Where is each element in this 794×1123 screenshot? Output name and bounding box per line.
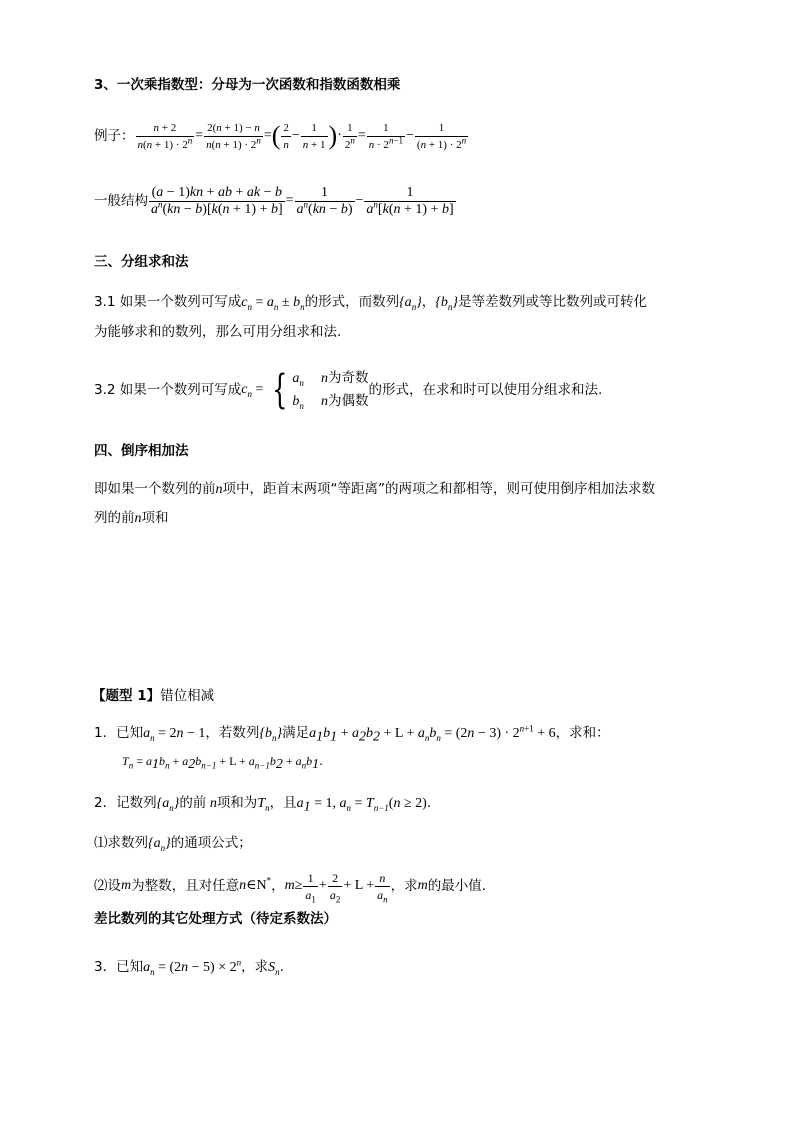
text: 项和 — [141, 510, 169, 526]
heading-bracket: 【题型 1】 — [92, 688, 161, 704]
text: 3.2 如果一个数列可写成 — [94, 382, 242, 398]
text: . — [319, 754, 323, 768]
text: 即如果一个数列的前 — [94, 481, 216, 497]
text: . — [426, 795, 432, 811]
heading-title: 错位相减 — [160, 688, 215, 704]
text: 的最小值. — [427, 878, 487, 894]
text: 列的前 — [94, 510, 135, 526]
text: 的形式，在求和时可以使用分组求和法. — [368, 382, 603, 398]
text: 的前 — [179, 795, 207, 811]
text: 项和为 — [216, 795, 258, 811]
case-odd: 为奇数 — [328, 370, 369, 386]
question-1: 1．已知$a_n = 2n - 1$，若数列$\{b_n\}$满足$a_1b_1 + a_2b_2 + L + a_nb_n = (2n - 3) \cdot 2^{n+1} + 6$，求和： — [94, 723, 610, 745]
section-heading: 四、倒序相加法 — [94, 443, 189, 459]
section-heading: 三、分组求和法 — [94, 254, 189, 270]
example-formula: 例子： $\frac{n + 2}{n(n + 1) \cdot 2^n}$ = $\frac{2(n + 1) - n}{n(n + 1) \cdot 2^n}$ = ( $\frac{2}{n}$ − $\frac{1}{n + 1}$ ) · $\frac{1}{2^n}$ = $\frac{1}{n \cdot 2^{n-1}}$ − $\frac{1}{(n + 1) \cdot 2^n}$ — [94, 121, 467, 151]
case-even: 为偶数 — [328, 393, 369, 409]
question-2-part-2: ⑵设 m 为整数，且对任意 n ∈N* ， m ≥ $\frac{1}{a_1}$ + $\frac{2}{a_2}$ + L + $\frac{n}{a_n}$ ，求 m 的最小值. — [94, 870, 487, 904]
text: 的通项公式； — [170, 835, 252, 851]
text: 为整数，且对任意 — [131, 878, 240, 894]
question-3: 3．已知$a_n = (2n - 5) \times 2^n$，求$S_n$. — [94, 957, 284, 977]
section-heading: 3、一次乘指数型：分母为一次函数和指数函数相乘 — [94, 77, 401, 93]
question-number: 2． — [94, 795, 117, 811]
question-1-sum: $T_n = a_1b_n + a_2b_{n-1} + L + a_{n-1}b_2 + a_nb_1$. — [122, 754, 323, 773]
paragraph-reverse: 即如果一个数列的前n项中，距首末两项“等距离”的两项之和都相等，则可使用倒序相加法求数 — [94, 481, 655, 497]
general-formula: 一般结构 $\frac{(a - 1)kn + ab + ak - b}{a^n(kn - b)[k(n + 1) + b]}$ = $\frac{1}{a^n(kn - b)}$ − $\frac{1}{a^n[k(n + 1) + b]}$ — [94, 184, 454, 217]
question-number: 1． — [94, 725, 117, 741]
text: 项中，距首末两项“等距离”的两项之和都相等，则可使用倒序相加法求数 — [222, 481, 655, 497]
example-label: 例子： — [94, 128, 135, 144]
text: 3.1 如果一个数列可写成 — [94, 294, 242, 310]
text: ，求 — [390, 878, 418, 894]
text: ⑴求数列 — [94, 835, 148, 851]
text: 记数列 — [116, 795, 157, 811]
text: 的形式，而数列 — [304, 294, 400, 310]
text: 是等差数列或等比数列或可转化 — [458, 294, 648, 310]
text: ，若数列 — [205, 725, 260, 741]
text: 已知 — [116, 725, 144, 741]
text: . — [279, 959, 284, 975]
question-2: 2．记数列$\{a_n\}$的前 n项和为$T_n$，且$a_1 = 1$, $a_n = T_{n-1}(n \ge 2)$. — [94, 795, 432, 815]
text: ，且 — [269, 795, 297, 811]
general-label: 一般结构 — [94, 193, 148, 209]
text: ， — [271, 878, 285, 894]
question-2-part-1: ⑴求数列$\{a_n\}$的通项公式； — [94, 835, 252, 853]
paragraph-3-2: 3.2 如果一个数列可写成 $c_n$ = { $a_n$ n为奇数 $b_n$ n为偶数 的形式，在求和时可以使用分组求和法. — [94, 367, 603, 413]
problem-type-heading — [92, 688, 214, 704]
text: ，求 — [241, 959, 269, 975]
text: ，求和： — [555, 725, 610, 741]
paragraph-3-1-cont: 为能够求和的数列，那么可用分组求和法. — [94, 324, 342, 340]
text: 满足 — [282, 725, 310, 741]
section-heading: 差比数列的其它处理方式（待定系数法） — [94, 911, 337, 927]
text: 已知 — [116, 959, 144, 975]
question-number: 3． — [94, 959, 117, 975]
paragraph-3-1: 3.1 如果一个数列可写成$c_n = a_n \pm b_n$的形式，而数列$\{a_n\}$，$\{b_n\}$是等差数列或等比数列或可转化 — [94, 294, 648, 312]
text: ⑵设 — [94, 878, 121, 894]
paragraph-reverse-cont: 列的前n项和 — [94, 510, 169, 526]
